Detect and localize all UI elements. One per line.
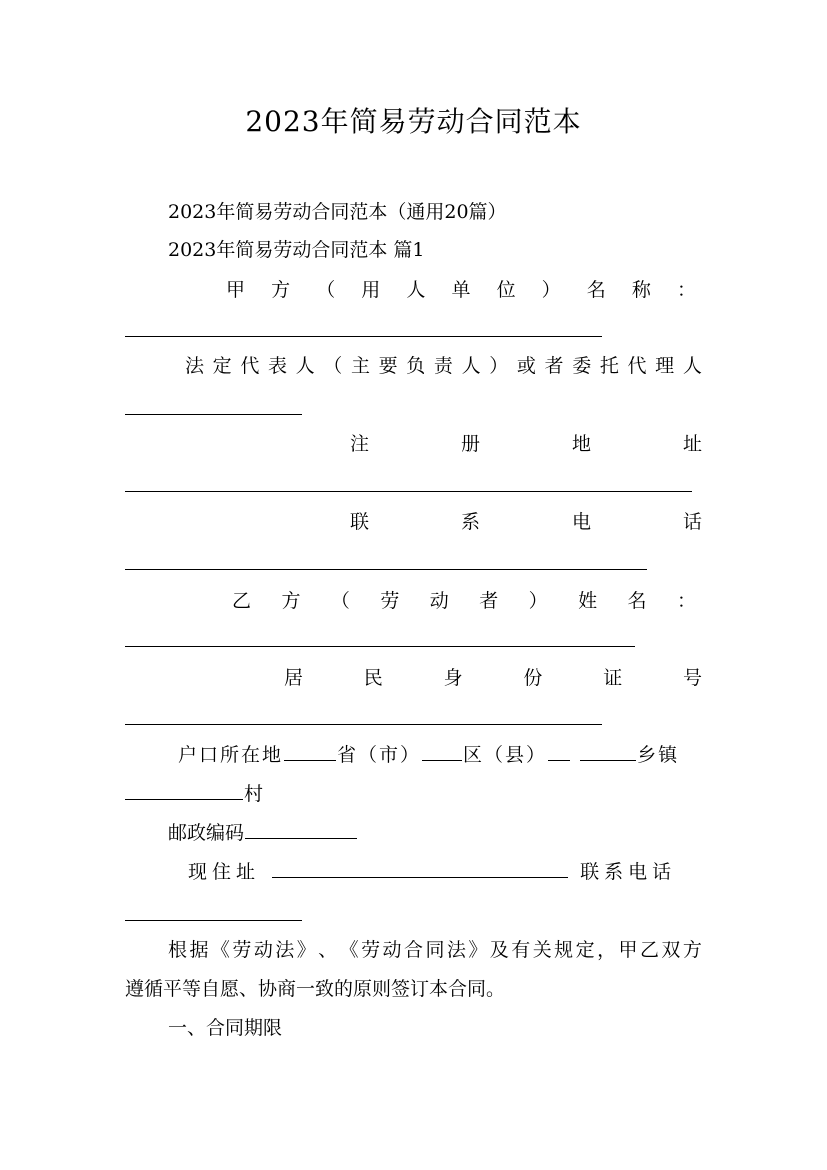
body-paragraph-line1: 根 据 《 劳 动 法 》 、 《 劳 动 合 同 法 》 及 有 关 规 定 ， 甲 乙 双 方 — [168, 939, 702, 961]
province-blank — [284, 741, 336, 761]
district-blank — [422, 741, 462, 761]
id-number-label: 居 民 身 份 证 号 — [284, 667, 702, 689]
party-a-phone-label: 联 系 电 话 — [350, 511, 702, 533]
representative-label: 法 定 代 表 人 （ 主 要 负 责 人 ） 或 者 委 托 代 理 人 — [185, 355, 702, 377]
section-heading: 2023年简易劳动合同范本 篇1 — [168, 239, 425, 261]
representative-blank — [125, 414, 302, 415]
postal-code-label: 邮政编码 — [168, 822, 245, 844]
document-subtitle: 2023年简易劳动合同范本（通用20篇） — [168, 201, 507, 223]
party-a-name-label: 甲 方 （ 用 人 单 位 ） 名 称 ： — [226, 279, 696, 301]
postal-code-line — [168, 819, 745, 847]
body-paragraph-line2: 遵循平等自愿、协商一致的原则签订本合同。 — [125, 978, 506, 1000]
registered-address-blank — [125, 491, 692, 492]
party-a-phone-blank — [125, 569, 647, 570]
postal-code-blank — [245, 819, 357, 839]
current-address-blank — [272, 858, 568, 878]
current-phone-label: 联系电话 — [580, 861, 677, 883]
clause-one-heading: 一、合同期限 — [168, 1017, 283, 1039]
hukou-village: 村 — [244, 783, 264, 805]
district-blank-2 — [548, 741, 570, 761]
village-line — [125, 780, 702, 808]
party-b-name-label: 乙 方 （ 劳 动 者 ） 姓 名 ： — [232, 590, 696, 612]
hukou-province: 省（市） — [337, 744, 422, 766]
party-b-name-blank — [125, 646, 635, 647]
id-number-blank — [125, 724, 602, 725]
current-address-line — [188, 858, 702, 886]
town-blank — [580, 741, 636, 761]
current-phone-blank — [125, 920, 302, 921]
hukou-district: 区（县） — [463, 744, 548, 766]
registered-address-label: 注 册 地 址 — [350, 433, 702, 455]
hukou-town: 乡镇 — [637, 744, 680, 766]
hukou-prefix: 户口所在地 — [178, 744, 284, 766]
village-blank — [125, 780, 243, 800]
document-title: 2023年简易劳动合同范本 — [245, 105, 582, 138]
hukou-line — [178, 741, 702, 769]
party-a-name-blank — [125, 336, 602, 337]
current-address-label: 现住址 — [188, 861, 261, 883]
